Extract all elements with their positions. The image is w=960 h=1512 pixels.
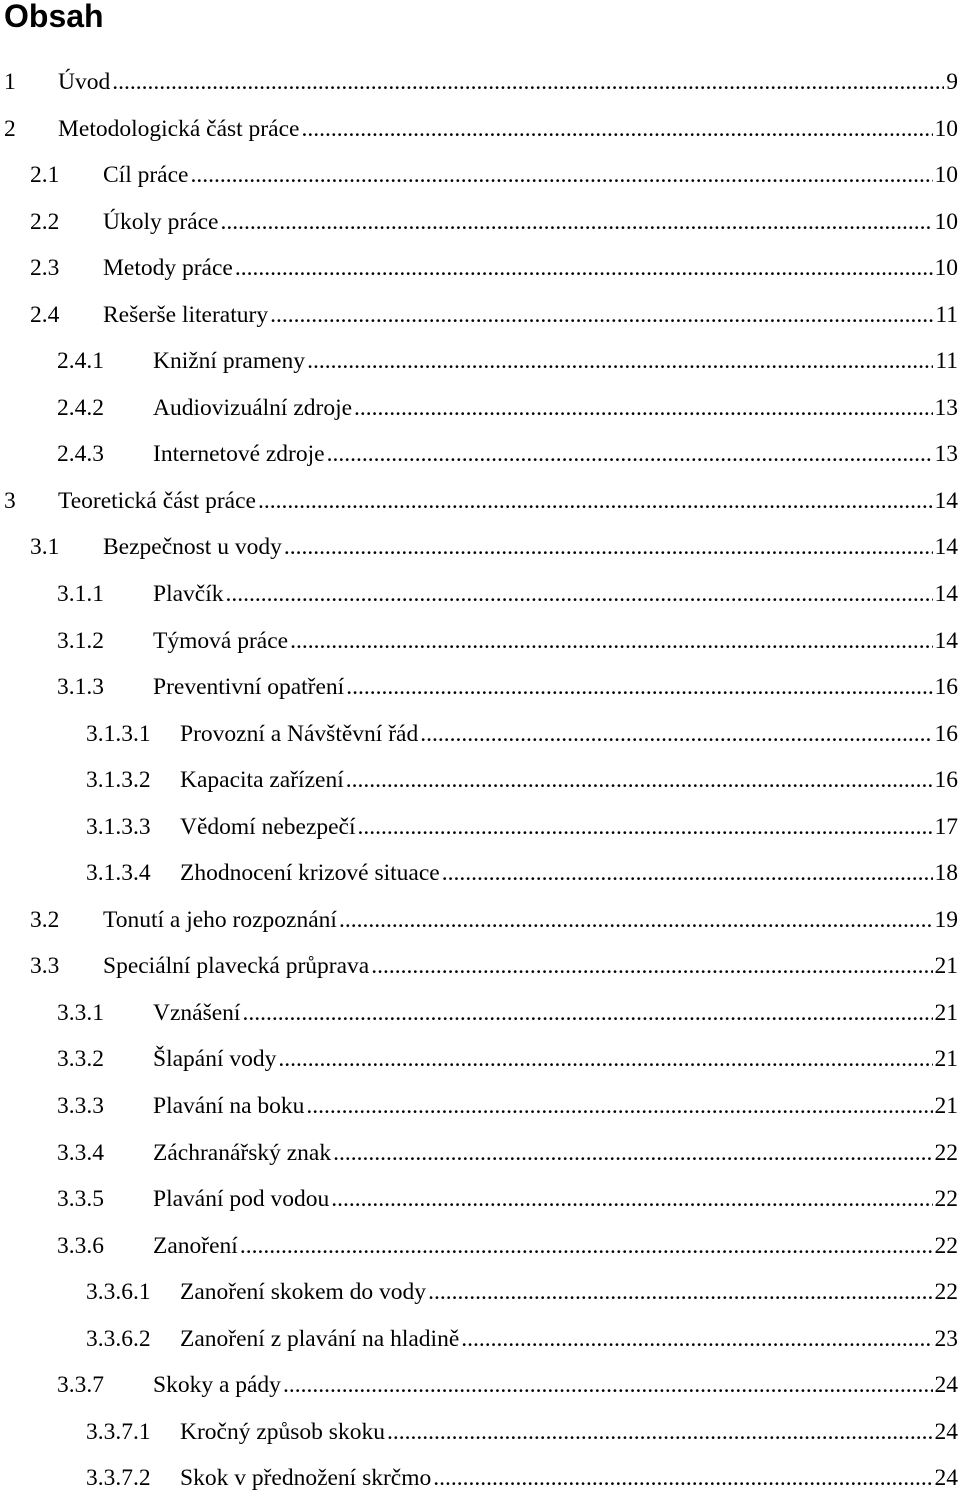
toc-entry[interactable]	[0, 1233, 960, 1280]
toc-entry-number: 3.3	[30, 953, 60, 980]
toc-entry-label: Zanoření skokem do vody	[180, 1279, 427, 1306]
toc-entry-number: 3	[4, 487, 16, 514]
toc-entry-page: 10	[934, 255, 958, 282]
toc-entry-page: 22	[934, 1279, 958, 1306]
toc-entry-number: 3.3.7	[57, 1372, 104, 1399]
toc-entry-page: 22	[934, 1186, 958, 1213]
toc-entry-number: 3.3.2	[57, 1046, 104, 1073]
toc-dot-leader	[240, 1233, 933, 1260]
toc-entry-page: 22	[934, 1139, 958, 1166]
toc-entry-page: 11	[935, 348, 958, 375]
toc-entry-page: 24	[934, 1418, 958, 1445]
toc-entry-page: 16	[934, 674, 958, 701]
toc-entry-label: Bezpečnost u vody	[103, 534, 282, 561]
toc-dot-leader	[346, 767, 933, 794]
toc-entry-page: 11	[935, 301, 958, 328]
toc-entry[interactable]	[0, 348, 960, 395]
toc-entry-number: 3.1.3.1	[86, 720, 151, 747]
toc-entry-page: 10	[934, 115, 958, 142]
toc-dot-leader	[190, 162, 932, 189]
toc-entry-page: 21	[934, 999, 958, 1026]
toc-entry-number: 3.1.1	[57, 581, 104, 608]
toc-dot-leader	[331, 1186, 932, 1213]
toc-entry-number: 1	[4, 69, 16, 95]
toc-entry-number: 3.3.1	[57, 999, 104, 1026]
toc-entry-label: Rešerše literatury	[103, 301, 269, 328]
toc-entry-label: Šlapání vody	[153, 1046, 277, 1073]
toc-entry[interactable]	[0, 721, 960, 768]
toc-entry[interactable]	[0, 116, 960, 163]
toc-entry-label: Knižní prameny	[153, 348, 306, 375]
toc-dot-leader	[339, 907, 933, 934]
toc-entry-label: Kročný způsob skoku	[180, 1418, 385, 1445]
toc-entry-page: 19	[934, 906, 958, 933]
toc-entry[interactable]	[0, 69, 960, 116]
toc-dot-leader	[346, 674, 932, 701]
toc-entry-number: 2.4.1	[57, 348, 104, 375]
toc-entry-number: 2.4	[30, 301, 60, 328]
toc-entry-page: 21	[934, 953, 958, 980]
toc-entry-label: Zanoření	[153, 1232, 238, 1259]
toc-entry-number: 3.1.3.2	[86, 767, 151, 794]
toc-entry[interactable]	[0, 953, 960, 1000]
toc-dot-leader	[270, 302, 933, 329]
toc-entry-label: Metodologická část práce	[58, 115, 300, 142]
toc-entry-label: Cíl práce	[103, 162, 189, 189]
toc-entry-page: 9	[946, 69, 958, 95]
toc-entry-label: Skoky a pády	[153, 1372, 281, 1399]
toc-dot-leader	[461, 1326, 932, 1353]
toc-entry-label: Skok v přednožení skrčmo	[180, 1465, 432, 1492]
toc-entry-page: 10	[934, 162, 958, 189]
toc-entry-number: 3.1.2	[57, 627, 104, 654]
toc-entry-label: Vědomí nebezpečí	[180, 813, 356, 840]
toc-entry-number: 3.2	[30, 906, 60, 933]
toc-entry[interactable]	[0, 255, 960, 302]
toc-dot-leader	[442, 860, 933, 887]
toc-entry-label: Vznášení	[153, 999, 241, 1026]
toc-dot-leader	[284, 534, 933, 561]
toc-entry-page: 14	[934, 581, 958, 608]
toc-entry-number: 3.1.3	[57, 674, 104, 701]
toc-dot-leader	[358, 814, 933, 841]
toc-entry-number: 2.4.3	[57, 441, 104, 468]
toc-entry[interactable]	[0, 1419, 960, 1466]
toc-entry-page: 14	[934, 487, 958, 514]
toc-entry-label: Plavání na boku	[153, 1093, 305, 1120]
toc-dot-leader	[278, 1046, 932, 1073]
toc-entry[interactable]	[0, 209, 960, 256]
toc-entry-page: 14	[934, 627, 958, 654]
toc-dot-leader	[387, 1419, 933, 1446]
toc-entry-number: 2.1	[30, 162, 60, 189]
toc-entry[interactable]	[0, 441, 960, 488]
toc-dot-leader	[428, 1279, 932, 1306]
toc-entry-number: 2.2	[30, 208, 60, 235]
toc-entry[interactable]	[0, 488, 960, 535]
toc-entry-label: Teoretická část práce	[58, 487, 256, 514]
toc-entry[interactable]	[0, 674, 960, 721]
toc-entry-page: 16	[934, 767, 958, 794]
toc-entry-page: 16	[934, 720, 958, 747]
toc-entry[interactable]	[0, 1372, 960, 1419]
toc-entry-page: 14	[934, 534, 958, 561]
toc-entry[interactable]	[0, 814, 960, 861]
toc-entry[interactable]	[0, 860, 960, 907]
toc-dot-leader	[433, 1465, 932, 1492]
page-title: Obsah	[4, 0, 104, 34]
toc-dot-leader	[283, 1372, 933, 1399]
toc-entry-number: 3.3.6.1	[86, 1279, 151, 1306]
toc-dot-leader	[221, 209, 933, 236]
toc-entry[interactable]	[0, 1279, 960, 1326]
toc-entry-number: 3.1	[30, 534, 60, 561]
toc-entry-page: 18	[934, 860, 958, 887]
toc-entry-number: 3.3.7.2	[86, 1465, 151, 1492]
toc-entry-label: Zanoření z plavání na hladině	[180, 1325, 460, 1352]
toc-entry-label: Plavání pod vodou	[153, 1186, 330, 1213]
toc-entry[interactable]	[0, 1000, 960, 1047]
toc-entry[interactable]	[0, 302, 960, 349]
toc-entry[interactable]	[0, 1140, 960, 1187]
toc-entry-page: 10	[934, 208, 958, 235]
toc-entry-label: Týmová práce	[153, 627, 289, 654]
toc-entry[interactable]	[0, 1093, 960, 1140]
toc-entry[interactable]	[0, 395, 960, 442]
toc-entry-label: Úkoly práce	[103, 208, 219, 235]
toc-entry-page: 13	[934, 394, 958, 421]
toc-entry-label: Internetové zdroje	[153, 441, 325, 468]
toc-entry-page: 22	[934, 1232, 958, 1259]
toc-entry-label: Kapacita zařízení	[180, 767, 344, 794]
toc-dot-leader	[307, 348, 933, 375]
toc-entry-number: 2.3	[30, 255, 60, 282]
toc-entry-number: 3.3.5	[57, 1186, 104, 1213]
toc-entry-label: Úvod	[58, 69, 111, 95]
toc-entry-page: 24	[934, 1372, 958, 1399]
toc-entry-number: 3.3.6	[57, 1232, 104, 1259]
toc-dot-leader	[226, 581, 933, 608]
toc-entry-page: 21	[934, 1046, 958, 1073]
toc-entry[interactable]	[0, 534, 960, 581]
toc-entry-page: 23	[934, 1325, 958, 1352]
toc-entry-page: 13	[934, 441, 958, 468]
toc-entry-number: 2.4.2	[57, 394, 104, 421]
toc-entry-label: Provozní a Návštěvní řád	[180, 720, 419, 747]
toc-dot-leader	[112, 69, 944, 96]
toc-entry-page: 24	[934, 1465, 958, 1492]
toc-dot-leader	[290, 628, 932, 655]
toc-entry[interactable]	[0, 1046, 960, 1093]
toc-entry-label: Záchranářský znak	[153, 1139, 332, 1166]
toc-entry-label: Metody práce	[103, 255, 233, 282]
toc-dot-leader	[258, 488, 933, 515]
toc-entry-label: Audiovizuální zdroje	[153, 394, 353, 421]
toc-entry-number: 3.1.3.3	[86, 813, 151, 840]
toc-entry[interactable]	[0, 162, 960, 209]
toc-entry-number: 3.3.4	[57, 1139, 104, 1166]
toc-entry-page: 21	[934, 1093, 958, 1120]
toc-entry-number: 3.1.3.4	[86, 860, 151, 887]
toc-entry[interactable]	[0, 767, 960, 814]
toc-entry[interactable]	[0, 581, 960, 628]
toc-dot-leader	[354, 395, 932, 422]
toc-dot-leader	[327, 441, 933, 468]
toc-dot-leader	[420, 721, 932, 748]
toc-entry[interactable]	[0, 628, 960, 675]
toc-entry-label: Plavčík	[153, 581, 224, 608]
toc-entry-number: 2	[4, 115, 16, 142]
table-of-contents	[0, 69, 960, 1512]
toc-dot-leader	[371, 953, 932, 980]
toc-dot-leader	[306, 1093, 932, 1120]
toc-dot-leader	[242, 1000, 932, 1027]
toc-entry-label: Speciální plavecká průprava	[103, 953, 370, 980]
toc-entry[interactable]	[0, 1186, 960, 1233]
toc-entry-page: 17	[934, 813, 958, 840]
toc-dot-leader	[301, 116, 932, 143]
toc-entry-number: 3.3.3	[57, 1093, 104, 1120]
toc-entry[interactable]	[0, 1326, 960, 1373]
toc-entry-number: 3.3.7.1	[86, 1418, 151, 1445]
toc-dot-leader	[235, 255, 933, 282]
toc-dot-leader	[333, 1140, 932, 1167]
toc-entry-label: Preventivní opatření	[153, 674, 345, 701]
toc-entry[interactable]	[0, 907, 960, 954]
toc-entry-label: Zhodnocení krizové situace	[180, 860, 440, 887]
toc-entry-number: 3.3.6.2	[86, 1325, 151, 1352]
toc-entry-label: Tonutí a jeho rozpoznání	[103, 906, 337, 933]
